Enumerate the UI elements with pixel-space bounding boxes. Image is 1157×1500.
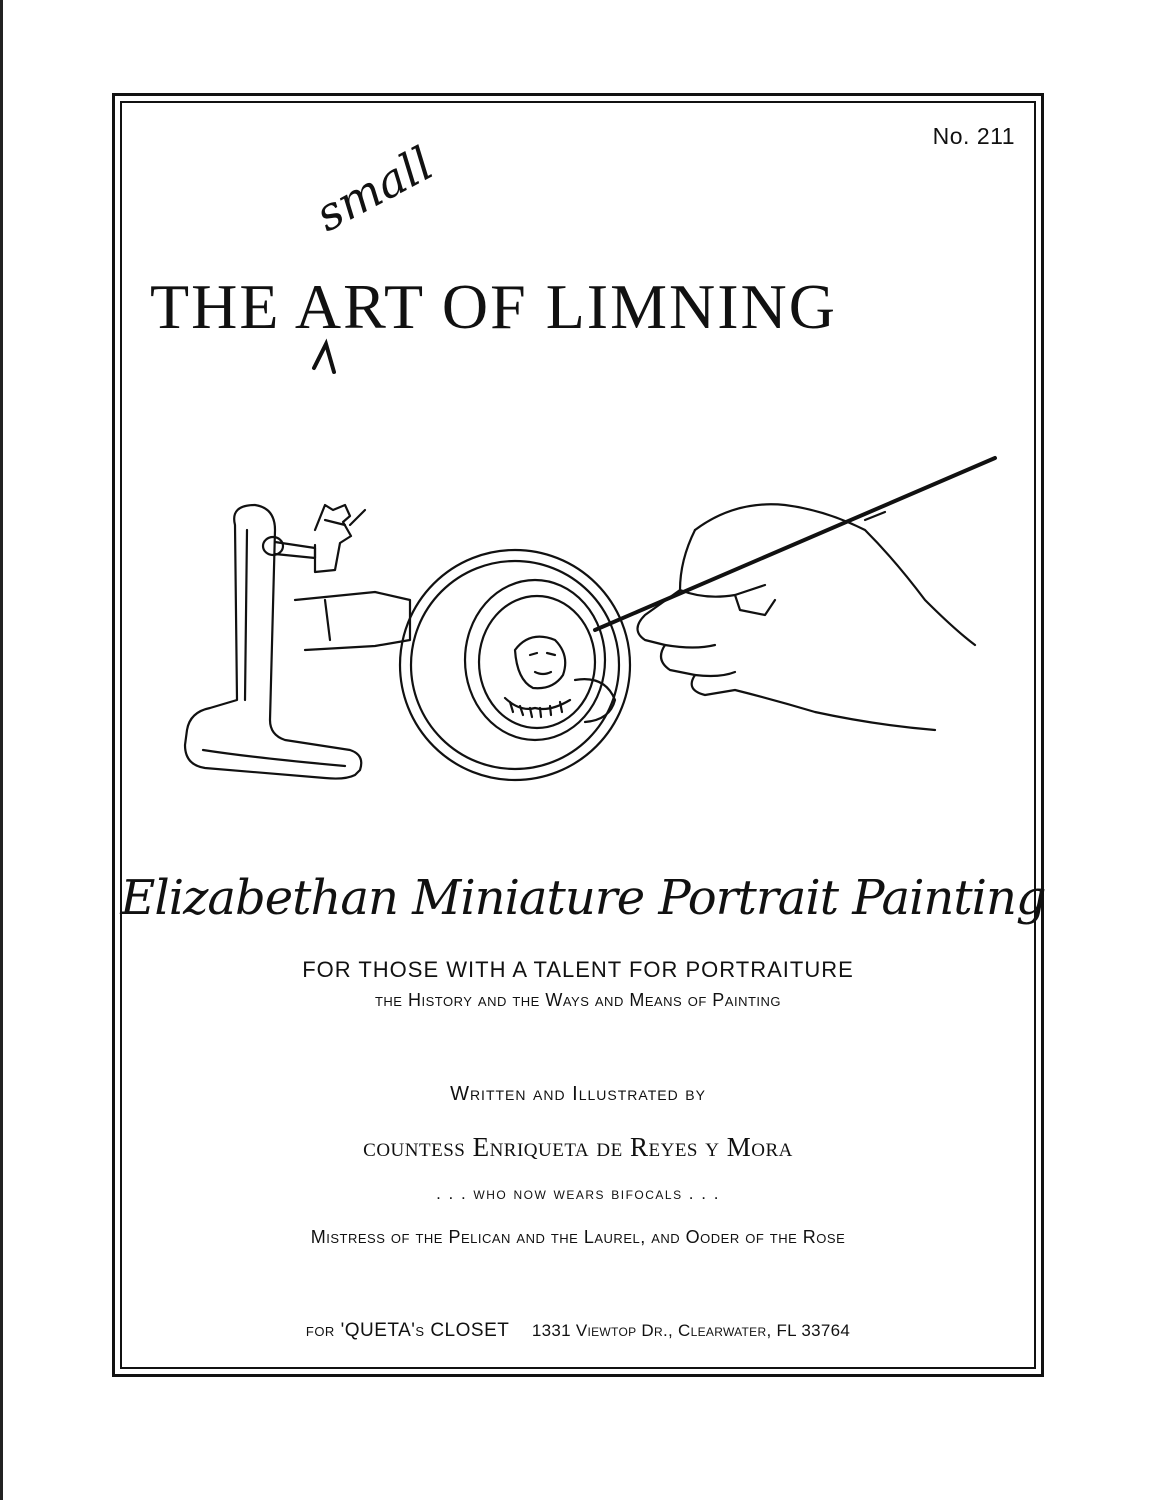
script-subtitle: Elizabethan Miniature Portrait Painting — [120, 870, 1046, 926]
shop-address: 1331 Viewtop Dr., Clearwater, FL 33764 — [531, 1321, 851, 1340]
insertion-caret-icon — [308, 338, 348, 378]
page-title: THE ART OF LIMNING — [150, 271, 837, 342]
handwritten-insert: small — [306, 136, 442, 242]
title-block — [150, 270, 1020, 350]
written-by-label: Written and Illustrated by — [450, 1083, 706, 1105]
author-honors: Mistress of the Pelican and the Laurel, and Ooder of the Rose — [310, 1227, 846, 1247]
publisher-footer — [120, 1320, 1036, 1342]
page-edge — [0, 0, 3, 1500]
shop-name: for 'QUETA's CLOSET — [305, 1320, 510, 1341]
author-name: countess Enriqueta de Reyes y Mora — [363, 1132, 793, 1162]
author-note: . . . who now wears bifocals . . . — [436, 1184, 720, 1203]
issue-number: No. 211 — [932, 123, 1015, 149]
tagline-secondary: the History and the Ways and Means of Painting — [374, 990, 782, 1010]
tagline-primary: FOR THOSE WITH A TALENT FOR PORTRAITURE — [302, 957, 854, 982]
limner-painting-illustration — [175, 450, 1005, 800]
